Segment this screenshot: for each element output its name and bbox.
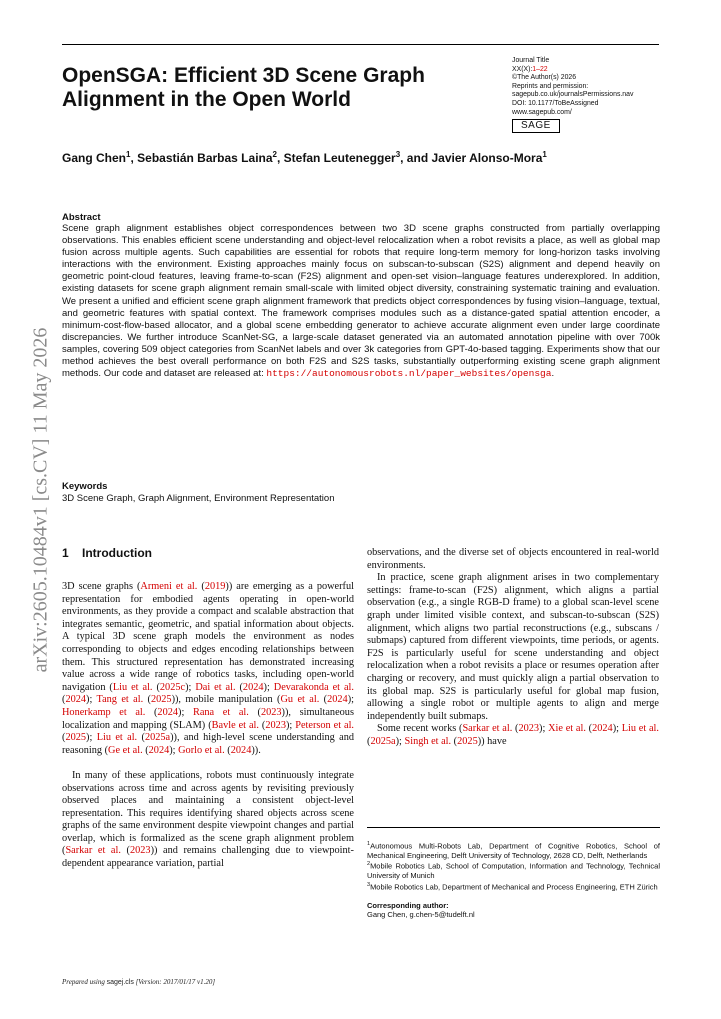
author-affiliation-mark: 1: [542, 150, 547, 159]
keywords-list: 3D Scene Graph, Graph Alignment, Environment Representation: [62, 493, 335, 504]
paragraph: observations, and the diverse set of objects encountered in real-world environments.: [367, 547, 659, 571]
abstract-body: Scene graph alignment establishes object correspondences between two 3D scene graphs constructed from partially overlapping observations. This enables efficient scene understanding and object-level relocalization when a robot revisits a place, as well as global map fusion across multiple agents. Such capabilities are essential for robots that require long-term memory for long-horizon tasks involving interactions with the environment. Existing approaches mainly focus on subscan-to-subscan (S2S) alignment and depend heavily on geometric point-cloud features, leaving frame-to-scan (F2S) alignment and open-set vision–language features underexplored. In addition, existing datasets for scene graph alignment remain small-scale with limited object diversity, constraining systematic training and evaluation. We present a unified and efficient scene graph alignment framework that predicts object correspondences by fusing vision–language, textual, and geometric features with spatial context. The framework comprises modules such as a distance-gated spatial attention encoder, a minimum-cost-flow-based allocator, and a global scene embedding generator to achieve accurate alignment even under large coordinate discrepancies. We further introduce ScanNet-SG, a large-scale dataset generated via an automated annotation pipeline with over 700k samples, covering 509 object categories from ScanNet labels and over 3k categories from GPT-4o-based tagging. Experiments show that our method achieves the best overall performance on both F2S and S2S tasks, substantially outperforming existing scene graph alignment methods. Our code and dataset are released at: https://autonomousrobots.nl/paper_websites/opensga.: [62, 223, 660, 380]
citation-link[interactable]: Singh et al.: [404, 735, 452, 747]
affiliation-list: [367, 840, 660, 892]
author-affiliation-mark: 2: [272, 150, 277, 159]
citation-link[interactable]: 2024: [242, 681, 264, 693]
citation-link[interactable]: 2024: [157, 706, 179, 718]
sage-logo: SAGE: [512, 119, 560, 133]
citation-link[interactable]: Peterson et al.: [295, 719, 355, 731]
citation-link[interactable]: Armeni et al.: [140, 581, 198, 592]
keywords-heading: Keywords: [62, 481, 108, 492]
corresponding-author: Gang Chen, g.chen-5@tudelft.nl: [367, 909, 475, 919]
citation-link[interactable]: Honerkamp et al.: [62, 706, 146, 718]
citation-link[interactable]: 2024: [65, 694, 87, 706]
citation-link[interactable]: 2024: [230, 744, 252, 756]
citation-link[interactable]: 2023: [260, 706, 282, 718]
citation-link[interactable]: Gorlo et al.: [178, 744, 225, 756]
affiliation-footnote: $^2$Mobile Robotics Lab, School of Computation, Information and Technology, Technical University of Munich: [367, 861, 660, 881]
citation-link[interactable]: 2023: [129, 845, 151, 857]
footnote-rule: [367, 827, 660, 828]
journal-pages[interactable]: 1–22: [532, 65, 548, 73]
citation-link[interactable]: 2025a: [370, 735, 396, 747]
citation-link[interactable]: 2024: [148, 744, 170, 756]
paragraph: In many of these applications, robots must continuously integrate observations across time and across agents by revisiting previously observed places and maintaining a consistent object-level representation. This requires identifying shared objects across scene graphs of the same environment despite viewpoint changes and partial overlap, which is formalized as the scene graph alignment problem (Sarkar et al. (2023)) and remains challenging due to viewpoint-dependent appearance variation, partial: [62, 769, 354, 870]
citation-link[interactable]: 2024: [327, 694, 348, 706]
publisher-site: www.sagepub.com/: [512, 108, 572, 116]
citation-link[interactable]: Bavle et al.: [211, 719, 259, 731]
citation-link[interactable]: 2019: [204, 581, 226, 592]
section-heading: [62, 546, 152, 560]
citation-link[interactable]: 2023: [518, 723, 540, 735]
citation-link[interactable]: Gu et al.: [280, 694, 320, 706]
paragraph: Some recent works (Sarkar et al. (2023); Xie et al. (2024); Liu et al. (2025a); Singh et al. (2025)) have: [367, 723, 659, 747]
citation-link[interactable]: 2025: [457, 735, 478, 747]
citation-link[interactable]: Xie et al.: [548, 723, 586, 735]
right-column: [367, 547, 659, 749]
author-affiliation-mark: 1: [126, 150, 131, 159]
paper-title: OpenSGA: Efficient 3D Scene Graph Alignment in the Open World: [62, 64, 425, 111]
section-number: 1: [62, 546, 69, 560]
affiliation-footnote: $^1$Autonomous Multi-Robots Lab, Department of Cognitive Robotics, School of Mechanical Engineering, Delft University of Technology, 2628 CD, Delft, Netherlands: [367, 841, 660, 860]
citation-link[interactable]: 2025a: [144, 732, 171, 744]
citation-link[interactable]: Liu et al.: [112, 681, 153, 693]
journal-volume: XX(X):1–22: [512, 65, 548, 73]
journal-info: [512, 57, 662, 133]
paragraph: In practice, scene graph alignment arises in two complementary settings: frame-to-scan (F2S) alignment, which aligns a partial observation (e.g., a single RGB-D frame) to a global scan-level scene graph under limited visible context, and subscan-to-subscan (S2S) alignment, which aligns two partial reconstructions (e.g., subscans / submaps) captured from different viewpoints, time periods, or agents. F2S is particularly useful for scene understanding and object relocalization when a robot revisits a place or resumes operation after charging or recovery, and must quickly align a partial observation to its global map. S2S is particularly useful for global map fusion, allowing a single robot or multiple agents to align and merge independently built submaps.: [367, 572, 659, 722]
section-title: Introduction: [82, 546, 152, 560]
journal-title: Journal Title: [512, 57, 550, 64]
author-name: Javier Alonso-Mora: [431, 151, 543, 165]
arxiv-stamp: [26, 270, 56, 730]
top-rule: [62, 44, 659, 45]
arxiv-stamp-text[interactable]: arXiv:2605.10484v1 [cs.CV] 11 May 2026: [29, 327, 52, 673]
copyright: ©The Author(s) 2026: [512, 74, 577, 82]
abstract-text: Scene graph alignment establishes object correspondences between two 3D scene graphs constructed from partially overlapping observations. This enables efficient scene understanding and object-level relocalization when a robot revisits a place, as well as global map fusion across multiple agents. Such capabilities are essential for robots that require long-term memory for long-horizon tasks involving interactions with the environment. Existing approaches mainly focus on subscan-to-subscan (S2S) alignment and depend heavily on geometric point-cloud features, leaving frame-to-scan (F2S) alignment and open-set vision–language features underexplored. In addition, existing datasets for scene graph alignment remain small-scale with limited object diversity, constraining systematic training and evaluation. We present a unified and efficient scene graph alignment framework that predicts object correspondences by fusing vision–language, textual, and geometric features with spatial context. The framework comprises modules such as a distance-gated spatial attention encoder, a minimum-cost-flow-based allocator, and a global scene embedding generator to achieve accurate alignment even under large coordinate discrepancies. We further introduce ScanNet-SG, a large-scale dataset generated via an automated annotation pipeline with over 700k samples, covering 509 object categories from ScanNet labels and over 3k categories from GPT-4o-based tagging. Experiments show that our method achieves the best overall performance on both F2S and S2S tasks, substantially outperforming existing scene graph alignment methods. Our code and dataset are released at:: [62, 223, 660, 380]
doi: DOI: 10.1177/ToBeAssigned: [512, 99, 599, 107]
citation-link[interactable]: Tang et al.: [96, 694, 144, 706]
citation-link[interactable]: 2025: [150, 694, 172, 706]
citation-link[interactable]: 2024: [592, 723, 613, 735]
citation-link[interactable]: Sarkar et al.: [462, 723, 513, 735]
citation-link[interactable]: Devarakonda et al.: [273, 681, 354, 693]
author-name: Gang Chen: [62, 151, 127, 165]
citation-link[interactable]: Liu et al.: [621, 723, 659, 735]
class-file: sagej.cls: [106, 979, 134, 986]
reprints-label: Reprints and permission:: [512, 82, 589, 90]
author-list: Gang Chen$^1$, Sebastián Barbas Laina$^2$, Stefan Leutenegger$^3$, and Javier Alonso-Mora$^1$: [62, 150, 547, 165]
abstract-heading: Abstract: [62, 212, 101, 223]
footnotes: [367, 840, 660, 919]
code-link[interactable]: https://autonomousrobots.nl/paper_websites/opensga: [266, 368, 552, 380]
citation-link[interactable]: Ge et al.: [108, 744, 143, 756]
left-column: [62, 581, 354, 871]
citation-link[interactable]: 2025c: [159, 681, 186, 693]
paragraph: 3D scene graphs (Armeni et al. (2019)) are emerging as a powerful representation for embodied agents operating in open-world environments, as they provide a compact and scalable abstraction that integrates semantic, geometric, and spatial information about objects. A typical 3D scene graph models the environment as nodes corresponding to objects and edges encoding relationships between them. This structured representation has demonstrated increasing value across a wide range of robotics tasks, including open-world navigation (Liu et al. (2025c); Dai et al. (2024); Devarakonda et al. (2024); Tang et al. (2025)), mobile manipulation (Gu et al. (2024); Honerkamp et al. (2024); Rana et al. (2023)), simultaneous localization and mapping (SLAM) (Bavle et al. (2023); Peterson et al. (2025); Liu et al. (2025a)), and high-level scene understanding and reasoning (Ge et al. (2024); Gorlo et al. (2024)).: [62, 581, 355, 756]
affiliation-footnote: $^3$Mobile Robotics Lab, Department of Mechanical and Process Engineering, ETH Zürich: [367, 881, 658, 892]
citation-link[interactable]: Rana et al.: [192, 706, 249, 718]
page-footer: Prepared using sagej.cls [Version: 2017/01/17 v1.20]: [62, 978, 216, 986]
citation-link[interactable]: 2023: [265, 719, 286, 731]
citation-link[interactable]: Sarkar et al.: [65, 845, 121, 857]
permissions-url: sagepub.co.uk/journalsPermissions.nav: [512, 91, 634, 99]
author-name: Sebastián Barbas Laina: [137, 151, 273, 165]
citation-link[interactable]: Liu et al.: [96, 732, 138, 744]
citation-link[interactable]: 2025: [65, 732, 87, 744]
corresponding-heading: Corresponding author:: [367, 900, 449, 910]
author-name: Stefan Leutenegger: [283, 151, 396, 165]
author-affiliation-mark: 3: [395, 150, 401, 159]
citation-link[interactable]: Dai et al.: [195, 681, 236, 693]
